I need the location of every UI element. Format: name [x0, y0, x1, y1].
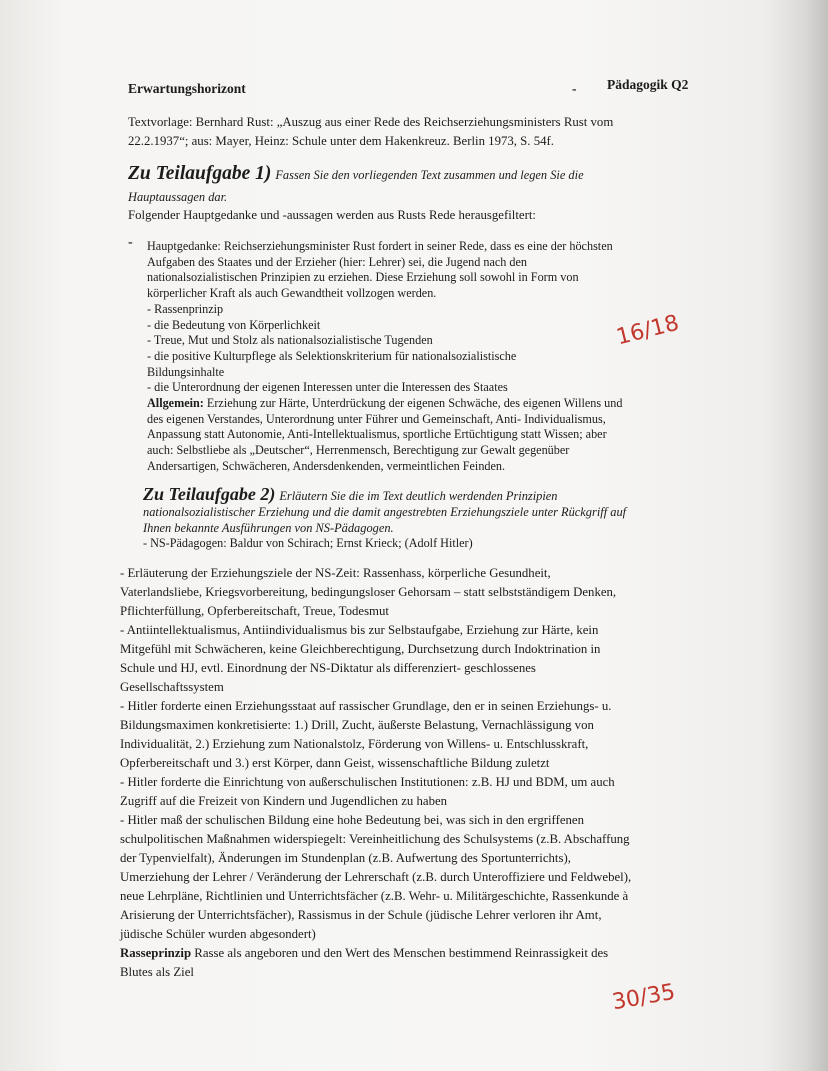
body-line: - Antiintellektualismus, Antiindividualismus bis zur Selbstaufgabe, Erziehung zur Härte, kein	[120, 623, 599, 637]
summary-line: - die positive Kulturpflege als Selektionskriterium für nationalsozialistische	[147, 348, 517, 363]
header-title: Erwartungshorizont	[128, 81, 246, 96]
body-line: Opferbereitschaft und 3.) erst Körper, dann Geist, wissenschaftliche Bildung zuletzt	[120, 756, 550, 770]
body-line: neue Lehrpläne, Richtlinien und Unterrichtsfächer (z.B. Wehr- u. Militärgeschichte, Rassenkunde à	[120, 889, 629, 903]
summary-line: - die Bedeutung von Körperlichkeit	[147, 317, 321, 332]
body-line: Arisierung der Unterrichtsfächer), Rassismus in der Schule (jüdische Lehrer verloren ihr Amt,	[120, 908, 602, 922]
rasseprinzip-label: Rasseprinzip	[120, 946, 192, 960]
allgemein-line: des eigenen Verstandes, Unterordnung unter Führer und Gemeinschaft, Anti- Individualismus,	[147, 411, 606, 426]
task1-heading-row	[128, 163, 584, 185]
summary-line: - die Unterordnung der eigenen Interessen unter die Interessen des Staates	[147, 380, 508, 395]
task2-heading-row	[143, 484, 558, 505]
allgemein-label: Allgemein:	[147, 396, 204, 411]
body-line: Bildungsmaximen konkretisierte: 1.) Drill, Zucht, äußerste Belastung, Vernachlässigung von	[120, 718, 594, 732]
page-edge-shadow	[768, 0, 828, 1071]
allgemein-line: Andersartigen, Schwächeren, Andersdenkenden, vermeintlichen Feinden.	[147, 458, 506, 473]
body-line: Zugriff auf die Freizeit von Kindern und Jugendlichen zu haben	[120, 794, 448, 808]
rasseprinzip-line: Blutes als Ziel	[120, 965, 194, 979]
summary-line: Bildungsinhalte	[147, 364, 225, 379]
task2-instruction: Erläutern Sie die im Text deutlich werdenden Prinzipien	[279, 489, 558, 503]
task2-instruction-cont: Ihnen bekannte Ausführungen von NS-Pädagogen.	[143, 521, 394, 535]
body-line: Pflichterfüllung, Opferbereitschaft, Treue, Todesmut	[120, 604, 389, 618]
body-line: Individualität, 2.) Erziehung zum Nationalstolz, Förderung von Willens- u. Entschlusskraft,	[120, 737, 589, 751]
summary-line: - Treue, Mut und Stolz als nationalsozialistische Tugenden	[147, 333, 433, 348]
task2-grade: 30/35	[610, 979, 678, 1016]
summary-line: Hauptgedanke: Reichserziehungsminister Rust fordert in seiner Rede, dass es eine der höchsten	[147, 239, 613, 253]
source-line-1: Textvorlage: Bernhard Rust: „Auszug aus einer Rede des Reichserziehungsministers Rust vom	[128, 115, 614, 129]
task2-paedagogen: - NS-Pädagogen: Baldur von Schirach; Ernst Krieck; (Adolf Hitler)	[143, 536, 473, 550]
task1-grade: 16/18	[613, 310, 682, 351]
allgemein-line: auch: Selbstliebe als „Deutscher“, Herrenmensch, Berechtigung zur Gewalt gegenüber	[147, 443, 570, 458]
body-line: Vaterlandsliebe, Kriegsvorbereitung, bedingungsloser Gehorsam – statt selbstständigem Denken,	[120, 585, 617, 599]
source-line-2: 22.2.1937“; aus: Mayer, Heinz: Schule unter dem Hakenkreuz. Berlin 1973, S. 54f.	[128, 134, 554, 148]
task2-body	[120, 564, 631, 982]
body-line: Umerziehung der Lehrer / Veränderung der Lehrerschaft (z.B. durch Unteroffiziere und Feldwebel),	[120, 870, 632, 884]
body-line: - Erläuterung der Erziehungsziele der NS-Zeit: Rassenhass, körperliche Gesundheit,	[120, 566, 551, 580]
body-line: jüdische Schüler wurden abgesondert)	[120, 927, 316, 941]
body-line: - Hitler forderte einen Erziehungsstaat auf rassischer Grundlage, den er in seinen Erziehungs- u.	[120, 699, 612, 713]
body-line: - Hitler maß der schulischen Bildung eine hohe Bedeutung bei, was sich in den ergriffenen	[120, 813, 584, 827]
body-line: der Typenvielfalt), Änderungen im Stundenplan (z.B. Aufwertung des Sportunterrichts),	[120, 851, 571, 865]
task1-bullet: -	[128, 235, 133, 250]
task1-summary	[147, 239, 622, 475]
body-line: schulpolitischen Maßnahmen widerspiegelt: Vereinheitlichung des Schulsystems (z.B. Abschaffung	[120, 832, 630, 846]
header-dash: -	[572, 81, 577, 96]
task2-instruction-cont: nationalsozialistischer Erziehung und die damit angestrebten Erziehungsziele unter Rückgriff auf	[143, 505, 627, 519]
body-line: Mitgefühl mit Schwächeren, keine Gleichberechtigung, Durchsetzung durch Indoktrination in	[120, 642, 601, 656]
task1-heading: Zu Teilaufgabe 1)	[128, 163, 272, 184]
summary-line: - Rassenprinzip	[147, 301, 224, 316]
body-line: - Hitler forderte die Einrichtung von außerschulischen Institutionen: z.B. HJ und BDM, um auch	[120, 775, 615, 789]
summary-line: nationalsozialistischen Prinzipien zu erziehen. Diese Erziehung soll sowohl in Form von	[147, 270, 579, 285]
rasseprinzip-line: Rasseprinzip Rasse als angeboren und den Wert des Menschen bestimmend Reinrassigkeit des	[120, 946, 609, 960]
summary-line: körperlicher Kraft als auch Gewandtheit vollzogen werden.	[147, 286, 437, 301]
task1-instruction: Fassen Sie den vorliegenden Text zusammen und legen Sie die	[275, 168, 584, 182]
task1-instruction-cont: Hauptaussagen dar.	[128, 190, 228, 204]
allgemein-line: Anpassung statt Autonomie, Anti-Intellektualismus, sportliche Ertüchtigung statt Wissen; aber	[147, 427, 607, 442]
summary-line: Aufgaben des Staates und der Erzieher (hier: Lehrer) sei, die Jugend nach den	[147, 254, 528, 269]
body-line: Gesellschaftssystem	[120, 680, 224, 694]
task2-heading: Zu Teilaufgabe 2)	[143, 484, 276, 504]
allgemein-line: Allgemein: Erziehung zur Härte, Unterdrückung der eigenen Schwäche, des eigenen Willens und	[147, 396, 623, 411]
body-line: Schule und HJ, evtl. Einordnung der NS-Diktatur als differenziert- geschlossenes	[120, 661, 536, 675]
task1-intro: Folgender Hauptgedanke und -aussagen werden aus Rusts Rede herausgefiltert:	[128, 208, 536, 222]
header-subject: Pädagogik Q2	[607, 77, 689, 92]
